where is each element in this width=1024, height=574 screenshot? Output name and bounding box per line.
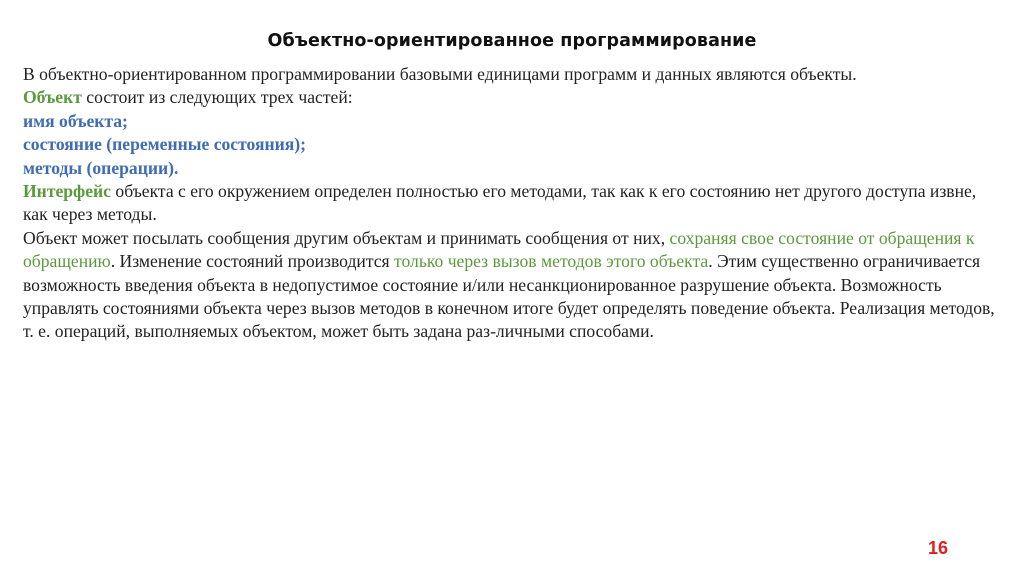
- interface-paragraph: [23, 180, 998, 227]
- slide-body: [23, 63, 998, 344]
- messages-text-end: . Этим существенно ограничивается возможность введения объекта в недопустимое состояние и/или несанкционированное разрушение объекта. Возможность управлять состояниями объекта через вызов методов в конечном итоге будет определять поведение объекта. Реализация методов, т. е. операций, выполняемых объектом, может быть задана раз-личными способами.: [23, 251, 995, 342]
- part-item: состояние (переменные состояния);: [23, 134, 307, 155]
- interface-description: объекта с его окружением определен полностью его методами, так как к его состоянию нет другого доступа извне, как через методы.: [23, 181, 977, 225]
- messages-paragraph: [23, 227, 998, 344]
- slide-title: Объектно-ориентированное программирование: [267, 31, 757, 51]
- object-description: состоит из следующих трех частей:: [81, 87, 353, 108]
- interface-term: Интерфейс: [23, 181, 111, 202]
- object-paragraph: [23, 86, 998, 109]
- intro-paragraph: В объектно-ориентированном программировании базовыми единицами программ и данных являются объекты.: [23, 64, 857, 84]
- highlight-state-preserved: сохраняя свое состояние от обращения к обращению: [23, 227, 975, 272]
- part-item: имя объекта;: [23, 110, 128, 131]
- highlight-methods-only: только через вызов методов этого объекта: [394, 251, 709, 272]
- messages-text-mid: . Изменение состояний производится: [110, 251, 395, 272]
- messages-text-start: Объект может посылать сообщения другим объектам и принимать сообщения от них,: [23, 227, 670, 248]
- part-item: методы (операции).: [23, 157, 179, 178]
- page-number: 16: [927, 538, 948, 558]
- object-term: Объект: [23, 87, 82, 108]
